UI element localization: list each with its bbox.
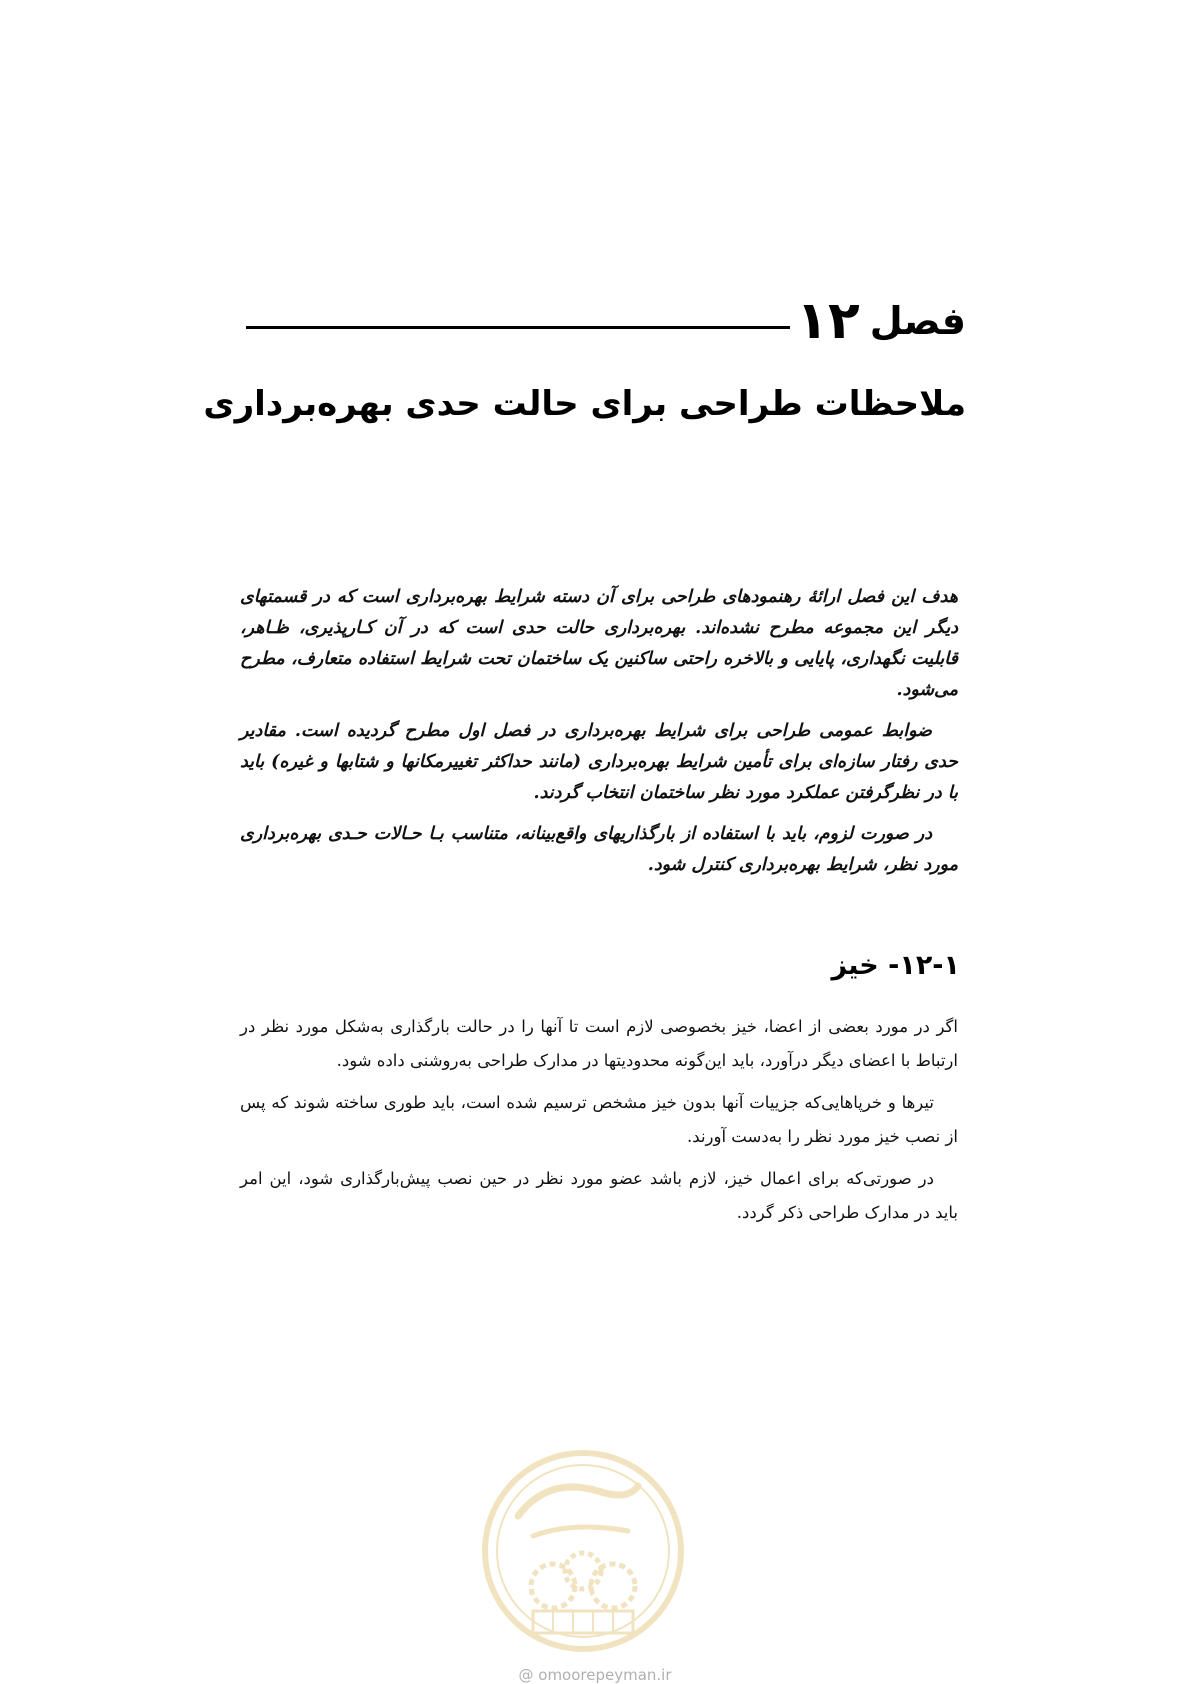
intro-paragraph: هدف این فصل ارائۀ رهنمودهای طراحی برای آن دسته شرایط بهره‌برداری است که در قسمتهای دیگر این مجموعه مطرح نشده‌اند. بهره‌برداری حالت حدی است که در آن کـارپذیری، ظـاهر، قابلیت نگهداری، پایایی و بالاخره راحتی ساکنین یک ساختمان تحت شرایط استفاده متعارف، مطرح می‌شود. [240,587,958,700]
watermark-url: @ omoorepeyman.ir [518,1666,672,1684]
intro-paragraph: در صورت لزوم، باید با استفاده از بارگذاریهای واقع‌بینانه، متناسب بـا حـالات حـدی بهره‌برداری مورد نظر، شرایط بهره‌برداری کنترل شود. [240,824,958,875]
body-section [240,1010,958,1238]
body-paragraph: در صورتی‌که برای اعمال خیز، لازم باشد عضو مورد نظر در حین نصب پیش‌بارگذاری شود، این امر باید در مدارک طراحی ذکر گردد. [240,1169,958,1222]
watermark-logo [478,1446,688,1656]
section-heading: ۱۲-۱- خیز [831,950,960,981]
intro-paragraph: ضوابط عمومی طراحی برای شرایط بهره‌برداری در فصل اول مطرح گردیده است. مقادیر حدی رفتار سازه‌ای برای تأمین شرایط بهره‌برداری (مانند حداکثر تغییرمکانها و شتابها و غیره) باید با در نظرگرفتن عملکرد مورد نظر ساختمان انتخاب گردند. [240,721,958,803]
chapter-label: فصل [869,299,966,343]
body-paragraph: تیرها و خرپاهایی‌که جزییات آنها بدون خیز مشخص ترسیم شده است، باید طوری ساخته شوند که پس از نصب خیز مورد نظر را به‌دست آورند. [240,1093,958,1146]
chapter-title: ملاحظات طراحی برای حالت حدی بهره‌برداری [203,384,966,424]
intro-section [240,582,958,891]
chapter-number: ۱۲ [796,291,860,351]
chapter-heading [246,290,966,352]
body-paragraph: اگر در مورد بعضی از اعضا، خیز بخصوصی لازم است تا آنها را در حالت بارگذاری به‌شکل مورد نظر در ارتباط با اعضای دیگر درآورد، باید این‌گونه محدودیتها در مدارک طراحی به‌روشنی داده شود. [240,1017,958,1070]
chapter-rule [246,326,790,329]
watermark-url-text: omoorepeyman.ir [538,1666,672,1684]
